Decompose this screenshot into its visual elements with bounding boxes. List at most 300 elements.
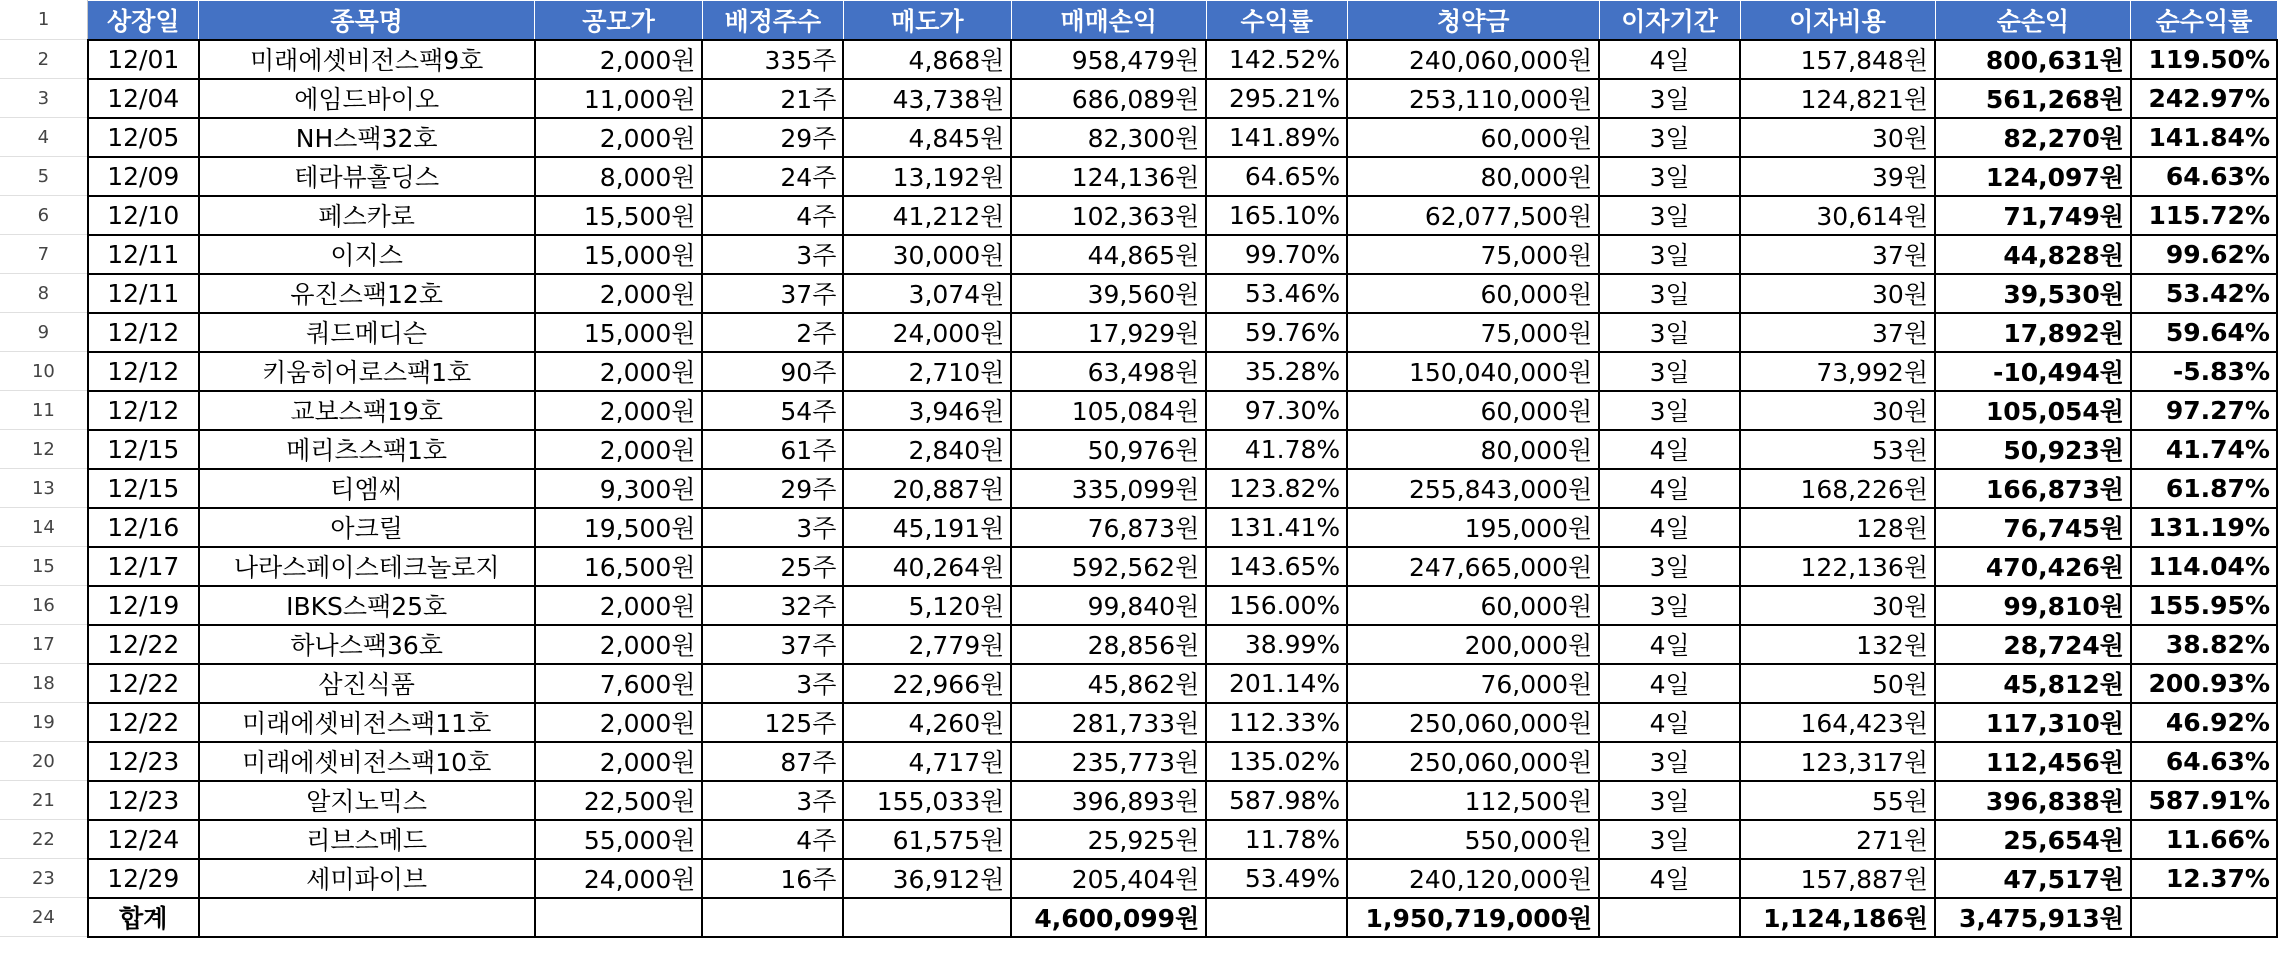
- cell[interactable]: 37주: [702, 625, 843, 664]
- cell[interactable]: 7,600원: [535, 664, 703, 703]
- cell[interactable]: 61.87%: [2131, 469, 2277, 508]
- cell[interactable]: 60,000원: [1347, 118, 1599, 157]
- cell[interactable]: 47,517원: [1935, 859, 2131, 898]
- row-number[interactable]: 4: [0, 118, 88, 157]
- cell[interactable]: 3주: [702, 235, 843, 274]
- cell[interactable]: 97.30%: [1206, 391, 1347, 430]
- cell[interactable]: 12/29: [88, 859, 199, 898]
- cell[interactable]: 60,000원: [1347, 274, 1599, 313]
- cell[interactable]: 242.97%: [2131, 79, 2277, 118]
- cell[interactable]: 253,110,000원: [1347, 79, 1599, 118]
- cell[interactable]: 39,560원: [1011, 274, 1206, 313]
- column-header[interactable]: 순수익률: [2131, 1, 2277, 40]
- row-number[interactable]: 24: [0, 898, 88, 937]
- cell[interactable]: 82,300원: [1011, 118, 1206, 157]
- cell[interactable]: 15,500원: [535, 196, 703, 235]
- cell[interactable]: 2,000원: [535, 352, 703, 391]
- cell[interactable]: 3일: [1599, 586, 1740, 625]
- cell[interactable]: 2주: [702, 313, 843, 352]
- cell[interactable]: 164,423원: [1740, 703, 1935, 742]
- cell[interactable]: -5.83%: [2131, 352, 2277, 391]
- cell[interactable]: 40,264원: [843, 547, 1011, 586]
- cell[interactable]: 티엠씨: [199, 469, 535, 508]
- cell[interactable]: 41.78%: [1206, 430, 1347, 469]
- cell[interactable]: 135.02%: [1206, 742, 1347, 781]
- cell[interactable]: 44,828원: [1935, 235, 2131, 274]
- cell[interactable]: 3일: [1599, 79, 1740, 118]
- cell[interactable]: 141.84%: [2131, 118, 2277, 157]
- cell[interactable]: 12/16: [88, 508, 199, 547]
- cell[interactable]: 64.63%: [2131, 742, 2277, 781]
- cell[interactable]: 132원: [1740, 625, 1935, 664]
- cell[interactable]: 119.50%: [2131, 40, 2277, 79]
- cell[interactable]: 28,724원: [1935, 625, 2131, 664]
- cell[interactable]: 4주: [702, 196, 843, 235]
- cell[interactable]: 131.41%: [1206, 508, 1347, 547]
- cell[interactable]: 168,226원: [1740, 469, 1935, 508]
- cell[interactable]: 2,000원: [535, 742, 703, 781]
- cell[interactable]: 19,500원: [535, 508, 703, 547]
- column-header[interactable]: 배정주수: [702, 1, 843, 40]
- row-number[interactable]: 5: [0, 157, 88, 196]
- cell[interactable]: 4,845원: [843, 118, 1011, 157]
- cell[interactable]: 3일: [1599, 391, 1740, 430]
- cell[interactable]: 59.64%: [2131, 313, 2277, 352]
- cell[interactable]: 142.52%: [1206, 40, 1347, 79]
- row-number[interactable]: 2: [0, 40, 88, 79]
- cell[interactable]: 250,060,000원: [1347, 703, 1599, 742]
- cell[interactable]: 미래에셋비전스팩11호: [199, 703, 535, 742]
- cell[interactable]: 3,074원: [843, 274, 1011, 313]
- cell[interactable]: 12/10: [88, 196, 199, 235]
- cell[interactable]: 76,745원: [1935, 508, 2131, 547]
- cell[interactable]: 페스카로: [199, 196, 535, 235]
- cell[interactable]: 165.10%: [1206, 196, 1347, 235]
- cell[interactable]: 128원: [1740, 508, 1935, 547]
- cell[interactable]: 미래에셋비전스팩10호: [199, 742, 535, 781]
- cell[interactable]: 3일: [1599, 352, 1740, 391]
- cell[interactable]: 156.00%: [1206, 586, 1347, 625]
- cell[interactable]: 166,873원: [1935, 469, 2131, 508]
- cell[interactable]: 141.89%: [1206, 118, 1347, 157]
- cell[interactable]: 36,912원: [843, 859, 1011, 898]
- cell[interactable]: 131.19%: [2131, 508, 2277, 547]
- cell[interactable]: 메리츠스팩1호: [199, 430, 535, 469]
- cell[interactable]: 4일: [1599, 703, 1740, 742]
- cell[interactable]: 2,000원: [535, 391, 703, 430]
- cell[interactable]: 53.46%: [1206, 274, 1347, 313]
- cell[interactable]: 37원: [1740, 313, 1935, 352]
- cell[interactable]: 80,000원: [1347, 430, 1599, 469]
- column-header[interactable]: 공모가: [535, 1, 703, 40]
- cell[interactable]: 41,212원: [843, 196, 1011, 235]
- cell[interactable]: 396,838원: [1935, 781, 2131, 820]
- total-cell[interactable]: 3,475,913원: [1935, 898, 2131, 937]
- total-cell[interactable]: [2131, 898, 2277, 937]
- cell[interactable]: 200,000원: [1347, 625, 1599, 664]
- cell[interactable]: 50,976원: [1011, 430, 1206, 469]
- cell[interactable]: 46.92%: [2131, 703, 2277, 742]
- cell[interactable]: 561,268원: [1935, 79, 2131, 118]
- column-header[interactable]: 종목명: [199, 1, 535, 40]
- cell[interactable]: 4주: [702, 820, 843, 859]
- cell[interactable]: 12/22: [88, 664, 199, 703]
- row-number[interactable]: 18: [0, 664, 88, 703]
- cell[interactable]: 3일: [1599, 235, 1740, 274]
- cell[interactable]: 60,000원: [1347, 391, 1599, 430]
- cell[interactable]: 리브스메드: [199, 820, 535, 859]
- row-number[interactable]: 12: [0, 430, 88, 469]
- cell[interactable]: 39,530원: [1935, 274, 2131, 313]
- cell[interactable]: 247,665,000원: [1347, 547, 1599, 586]
- column-header[interactable]: 매매손익: [1011, 1, 1206, 40]
- cell[interactable]: 73,992원: [1740, 352, 1935, 391]
- cell[interactable]: 53.49%: [1206, 859, 1347, 898]
- column-header[interactable]: 매도가: [843, 1, 1011, 40]
- column-header[interactable]: 수익률: [1206, 1, 1347, 40]
- row-number[interactable]: 19: [0, 703, 88, 742]
- column-header[interactable]: 청약금: [1347, 1, 1599, 40]
- cell[interactable]: 4일: [1599, 664, 1740, 703]
- cell[interactable]: 71,749원: [1935, 196, 2131, 235]
- cell[interactable]: 117,310원: [1935, 703, 2131, 742]
- cell[interactable]: 12/19: [88, 586, 199, 625]
- cell[interactable]: 2,000원: [535, 118, 703, 157]
- cell[interactable]: 2,710원: [843, 352, 1011, 391]
- cell[interactable]: 22,966원: [843, 664, 1011, 703]
- cell[interactable]: 587.98%: [1206, 781, 1347, 820]
- cell[interactable]: 24,000원: [843, 313, 1011, 352]
- cell[interactable]: 3일: [1599, 196, 1740, 235]
- row-number[interactable]: 3: [0, 79, 88, 118]
- cell[interactable]: 271원: [1740, 820, 1935, 859]
- cell[interactable]: 25,925원: [1011, 820, 1206, 859]
- cell[interactable]: 12/11: [88, 274, 199, 313]
- cell[interactable]: 99.70%: [1206, 235, 1347, 274]
- cell[interactable]: 124,821원: [1740, 79, 1935, 118]
- cell[interactable]: 쿼드메디슨: [199, 313, 535, 352]
- cell[interactable]: 50,923원: [1935, 430, 2131, 469]
- cell[interactable]: 102,363원: [1011, 196, 1206, 235]
- cell[interactable]: 12/24: [88, 820, 199, 859]
- cell[interactable]: 4일: [1599, 625, 1740, 664]
- cell[interactable]: 235,773원: [1011, 742, 1206, 781]
- cell[interactable]: 12/12: [88, 391, 199, 430]
- cell[interactable]: 3일: [1599, 313, 1740, 352]
- cell[interactable]: 2,779원: [843, 625, 1011, 664]
- cell[interactable]: 12/23: [88, 781, 199, 820]
- cell[interactable]: 30원: [1740, 391, 1935, 430]
- cell[interactable]: 이지스: [199, 235, 535, 274]
- cell[interactable]: 30원: [1740, 586, 1935, 625]
- cell[interactable]: 99.62%: [2131, 235, 2277, 274]
- cell[interactable]: 112,456원: [1935, 742, 2131, 781]
- row-number[interactable]: 15: [0, 547, 88, 586]
- cell[interactable]: 41.74%: [2131, 430, 2277, 469]
- total-cell[interactable]: 4,600,099원: [1011, 898, 1206, 937]
- cell[interactable]: 143.65%: [1206, 547, 1347, 586]
- cell[interactable]: 2,000원: [535, 430, 703, 469]
- cell[interactable]: 35.28%: [1206, 352, 1347, 391]
- cell[interactable]: 16주: [702, 859, 843, 898]
- cell[interactable]: 112.33%: [1206, 703, 1347, 742]
- cell[interactable]: 32주: [702, 586, 843, 625]
- cell[interactable]: 삼진식품: [199, 664, 535, 703]
- cell[interactable]: 17,892원: [1935, 313, 2131, 352]
- cell[interactable]: 25,654원: [1935, 820, 2131, 859]
- cell[interactable]: 157,848원: [1740, 40, 1935, 79]
- cell[interactable]: 122,136원: [1740, 547, 1935, 586]
- cell[interactable]: 4일: [1599, 430, 1740, 469]
- cell[interactable]: 12/04: [88, 79, 199, 118]
- cell[interactable]: 53.42%: [2131, 274, 2277, 313]
- cell[interactable]: 16,500원: [535, 547, 703, 586]
- cell[interactable]: 4일: [1599, 469, 1740, 508]
- cell[interactable]: 281,733원: [1011, 703, 1206, 742]
- cell[interactable]: 686,089원: [1011, 79, 1206, 118]
- cell[interactable]: 114.04%: [2131, 547, 2277, 586]
- cell[interactable]: 112,500원: [1347, 781, 1599, 820]
- cell[interactable]: 2,000원: [535, 40, 703, 79]
- cell[interactable]: 12/15: [88, 430, 199, 469]
- cell[interactable]: 90주: [702, 352, 843, 391]
- cell[interactable]: 30,000원: [843, 235, 1011, 274]
- cell[interactable]: 55원: [1740, 781, 1935, 820]
- cell[interactable]: 3주: [702, 664, 843, 703]
- row-number[interactable]: 23: [0, 859, 88, 898]
- cell[interactable]: 24,000원: [535, 859, 703, 898]
- row-number[interactable]: 21: [0, 781, 88, 820]
- cell[interactable]: 76,873원: [1011, 508, 1206, 547]
- column-header[interactable]: 이자기간: [1599, 1, 1740, 40]
- cell[interactable]: 12/12: [88, 352, 199, 391]
- cell[interactable]: 63,498원: [1011, 352, 1206, 391]
- cell[interactable]: 3일: [1599, 547, 1740, 586]
- cell[interactable]: 12/11: [88, 235, 199, 274]
- cell[interactable]: 75,000원: [1347, 313, 1599, 352]
- total-cell[interactable]: [535, 898, 703, 937]
- cell[interactable]: 8,000원: [535, 157, 703, 196]
- cell[interactable]: 62,077,500원: [1347, 196, 1599, 235]
- cell[interactable]: 205,404원: [1011, 859, 1206, 898]
- cell[interactable]: 3일: [1599, 820, 1740, 859]
- column-header[interactable]: 이자비용: [1740, 1, 1935, 40]
- cell[interactable]: 유진스팩12호: [199, 274, 535, 313]
- cell[interactable]: 38.99%: [1206, 625, 1347, 664]
- cell[interactable]: 592,562원: [1011, 547, 1206, 586]
- cell[interactable]: 12/23: [88, 742, 199, 781]
- cell[interactable]: 3일: [1599, 274, 1740, 313]
- cell[interactable]: 4일: [1599, 40, 1740, 79]
- cell[interactable]: 155,033원: [843, 781, 1011, 820]
- cell[interactable]: 43,738원: [843, 79, 1011, 118]
- cell[interactable]: 115.72%: [2131, 196, 2277, 235]
- cell[interactable]: 12/15: [88, 469, 199, 508]
- cell[interactable]: -10,494원: [1935, 352, 2131, 391]
- row-number[interactable]: 7: [0, 235, 88, 274]
- cell[interactable]: 255,843,000원: [1347, 469, 1599, 508]
- row-number[interactable]: 17: [0, 625, 88, 664]
- row-number[interactable]: 10: [0, 352, 88, 391]
- cell[interactable]: 105,084원: [1011, 391, 1206, 430]
- cell[interactable]: 15,000원: [535, 313, 703, 352]
- cell[interactable]: 124,097원: [1935, 157, 2131, 196]
- cell[interactable]: 12/22: [88, 703, 199, 742]
- cell[interactable]: 240,120,000원: [1347, 859, 1599, 898]
- cell[interactable]: 958,479원: [1011, 40, 1206, 79]
- cell[interactable]: IBKS스팩25호: [199, 586, 535, 625]
- total-cell[interactable]: [843, 898, 1011, 937]
- row-number[interactable]: 20: [0, 742, 88, 781]
- cell[interactable]: 12/05: [88, 118, 199, 157]
- cell[interactable]: 3일: [1599, 157, 1740, 196]
- cell[interactable]: 61,575원: [843, 820, 1011, 859]
- cell[interactable]: 5,120원: [843, 586, 1011, 625]
- cell[interactable]: NH스팩32호: [199, 118, 535, 157]
- cell[interactable]: 28,856원: [1011, 625, 1206, 664]
- cell[interactable]: 124,136원: [1011, 157, 1206, 196]
- total-cell[interactable]: [702, 898, 843, 937]
- cell[interactable]: 3일: [1599, 742, 1740, 781]
- cell[interactable]: 29주: [702, 118, 843, 157]
- row-number[interactable]: 11: [0, 391, 88, 430]
- cell[interactable]: 87주: [702, 742, 843, 781]
- cell[interactable]: 38.82%: [2131, 625, 2277, 664]
- cell[interactable]: 37원: [1740, 235, 1935, 274]
- cell[interactable]: 64.63%: [2131, 157, 2277, 196]
- cell[interactable]: 82,270원: [1935, 118, 2131, 157]
- cell[interactable]: 15,000원: [535, 235, 703, 274]
- cell[interactable]: 44,865원: [1011, 235, 1206, 274]
- cell[interactable]: 800,631원: [1935, 40, 2131, 79]
- cell[interactable]: 3주: [702, 781, 843, 820]
- cell[interactable]: 4일: [1599, 859, 1740, 898]
- cell[interactable]: 12/09: [88, 157, 199, 196]
- cell[interactable]: 99,840원: [1011, 586, 1206, 625]
- cell[interactable]: 25주: [702, 547, 843, 586]
- column-header[interactable]: 순손익: [1935, 1, 2131, 40]
- cell[interactable]: 3일: [1599, 118, 1740, 157]
- cell[interactable]: 45,812원: [1935, 664, 2131, 703]
- cell[interactable]: 교보스팩19호: [199, 391, 535, 430]
- cell[interactable]: 201.14%: [1206, 664, 1347, 703]
- cell[interactable]: 3,946원: [843, 391, 1011, 430]
- cell[interactable]: 11.66%: [2131, 820, 2277, 859]
- cell[interactable]: 60,000원: [1347, 586, 1599, 625]
- cell[interactable]: 12/22: [88, 625, 199, 664]
- total-cell[interactable]: [199, 898, 535, 937]
- cell[interactable]: 99,810원: [1935, 586, 2131, 625]
- cell[interactable]: 45,191원: [843, 508, 1011, 547]
- row-number[interactable]: 9: [0, 313, 88, 352]
- cell[interactable]: 11.78%: [1206, 820, 1347, 859]
- cell[interactable]: 54주: [702, 391, 843, 430]
- total-label[interactable]: 합계: [88, 898, 199, 937]
- column-header[interactable]: 상장일: [88, 1, 199, 40]
- cell[interactable]: 295.21%: [1206, 79, 1347, 118]
- row-number[interactable]: 13: [0, 469, 88, 508]
- cell[interactable]: 97.27%: [2131, 391, 2277, 430]
- cell[interactable]: 75,000원: [1347, 235, 1599, 274]
- cell[interactable]: 24주: [702, 157, 843, 196]
- cell[interactable]: 21주: [702, 79, 843, 118]
- cell[interactable]: 4,717원: [843, 742, 1011, 781]
- cell[interactable]: 3주: [702, 508, 843, 547]
- cell[interactable]: 39원: [1740, 157, 1935, 196]
- row-number[interactable]: 6: [0, 196, 88, 235]
- cell[interactable]: 17,929원: [1011, 313, 1206, 352]
- cell[interactable]: 50원: [1740, 664, 1935, 703]
- cell[interactable]: 396,893원: [1011, 781, 1206, 820]
- cell[interactable]: 150,040,000원: [1347, 352, 1599, 391]
- cell[interactable]: 13,192원: [843, 157, 1011, 196]
- cell[interactable]: 335,099원: [1011, 469, 1206, 508]
- cell[interactable]: 12/01: [88, 40, 199, 79]
- cell[interactable]: 22,500원: [535, 781, 703, 820]
- cell[interactable]: 200.93%: [2131, 664, 2277, 703]
- cell[interactable]: 아크릴: [199, 508, 535, 547]
- cell[interactable]: 알지노믹스: [199, 781, 535, 820]
- cell[interactable]: 미래에셋비전스팩9호: [199, 40, 535, 79]
- total-cell[interactable]: 1,124,186원: [1740, 898, 1935, 937]
- cell[interactable]: 64.65%: [1206, 157, 1347, 196]
- cell[interactable]: 2,000원: [535, 625, 703, 664]
- cell[interactable]: 12/17: [88, 547, 199, 586]
- cell[interactable]: 12.37%: [2131, 859, 2277, 898]
- cell[interactable]: 45,862원: [1011, 664, 1206, 703]
- cell[interactable]: 20,887원: [843, 469, 1011, 508]
- cell[interactable]: 29주: [702, 469, 843, 508]
- cell[interactable]: 4일: [1599, 508, 1740, 547]
- cell[interactable]: 2,840원: [843, 430, 1011, 469]
- cell[interactable]: 나라스페이스테크놀로지: [199, 547, 535, 586]
- cell[interactable]: 2,000원: [535, 586, 703, 625]
- cell[interactable]: 240,060,000원: [1347, 40, 1599, 79]
- cell[interactable]: 테라뷰홀딩스: [199, 157, 535, 196]
- cell[interactable]: 12/12: [88, 313, 199, 352]
- cell[interactable]: 55,000원: [535, 820, 703, 859]
- cell[interactable]: 155.95%: [2131, 586, 2277, 625]
- cell[interactable]: 59.76%: [1206, 313, 1347, 352]
- total-cell[interactable]: [1206, 898, 1347, 937]
- cell[interactable]: 587.91%: [2131, 781, 2277, 820]
- cell[interactable]: 195,000원: [1347, 508, 1599, 547]
- cell[interactable]: 3일: [1599, 781, 1740, 820]
- cell[interactable]: 76,000원: [1347, 664, 1599, 703]
- cell[interactable]: 4,260원: [843, 703, 1011, 742]
- cell[interactable]: 470,426원: [1935, 547, 2131, 586]
- cell[interactable]: 키움히어로스팩1호: [199, 352, 535, 391]
- total-cell[interactable]: 1,950,719,000원: [1347, 898, 1599, 937]
- cell[interactable]: 2,000원: [535, 274, 703, 313]
- cell[interactable]: 세미파이브: [199, 859, 535, 898]
- cell[interactable]: 하나스팩36호: [199, 625, 535, 664]
- cell[interactable]: 53원: [1740, 430, 1935, 469]
- cell[interactable]: 123.82%: [1206, 469, 1347, 508]
- row-number[interactable]: 8: [0, 274, 88, 313]
- row-number[interactable]: 14: [0, 508, 88, 547]
- cell[interactable]: 105,054원: [1935, 391, 2131, 430]
- cell[interactable]: 250,060,000원: [1347, 742, 1599, 781]
- cell[interactable]: 4,868원: [843, 40, 1011, 79]
- cell[interactable]: 30원: [1740, 274, 1935, 313]
- cell[interactable]: 30원: [1740, 118, 1935, 157]
- row-number[interactable]: 22: [0, 820, 88, 859]
- row-number[interactable]: 1: [0, 1, 88, 40]
- cell[interactable]: 157,887원: [1740, 859, 1935, 898]
- cell[interactable]: 125주: [702, 703, 843, 742]
- cell[interactable]: 80,000원: [1347, 157, 1599, 196]
